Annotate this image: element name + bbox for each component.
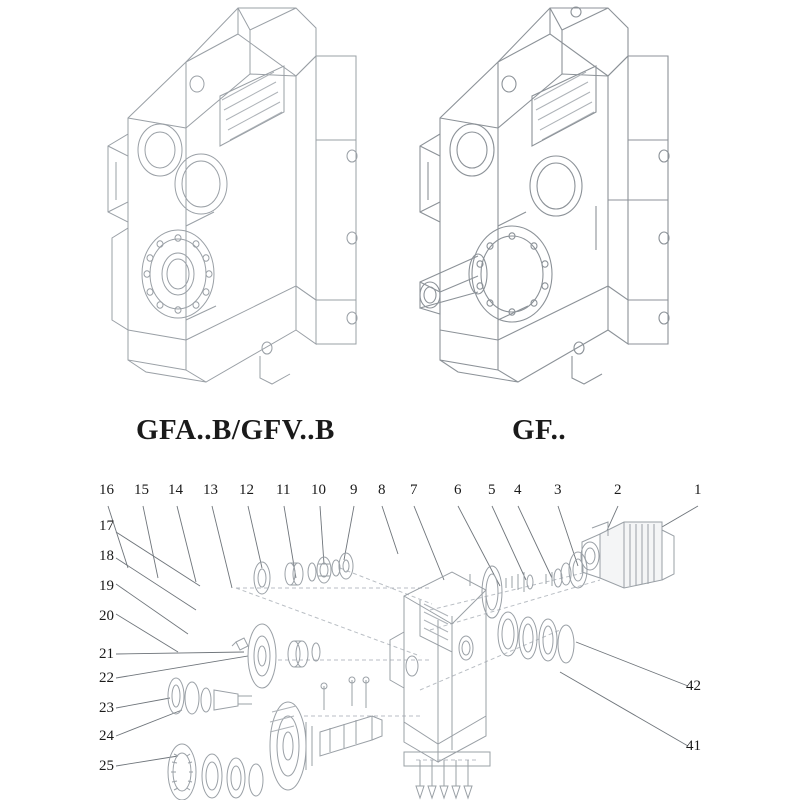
callout-11: 11 [276, 482, 291, 498]
callout-41: 41 [686, 738, 701, 754]
callout-4: 4 [514, 482, 522, 498]
caption-left: GFA..B/GFV..B [136, 414, 335, 446]
callout-15: 15 [134, 482, 149, 498]
callout-17: 17 [99, 518, 114, 534]
callout-19: 19 [99, 578, 114, 594]
callout-42: 42 [686, 678, 701, 694]
callout-25: 25 [99, 758, 114, 774]
callout-14: 14 [168, 482, 183, 498]
callout-9: 9 [350, 482, 358, 498]
exploded-parts-drawing [0, 460, 800, 800]
callout-20: 20 [99, 608, 114, 624]
callout-1: 1 [694, 482, 702, 498]
callout-3: 3 [554, 482, 562, 498]
callout-8: 8 [378, 482, 386, 498]
callout-21: 21 [99, 646, 114, 662]
caption-right: GF.. [512, 414, 567, 446]
callout-16: 16 [99, 482, 114, 498]
callout-23: 23 [99, 700, 114, 716]
callout-6: 6 [454, 482, 462, 498]
callout-10: 10 [311, 482, 326, 498]
callout-13: 13 [203, 482, 218, 498]
callout-18: 18 [99, 548, 114, 564]
callout-24: 24 [99, 728, 114, 744]
callout-2: 2 [614, 482, 622, 498]
exploded-view [0, 460, 800, 800]
callout-22: 22 [99, 670, 114, 686]
callout-5: 5 [488, 482, 496, 498]
callout-7: 7 [410, 482, 418, 498]
callout-12: 12 [239, 482, 254, 498]
